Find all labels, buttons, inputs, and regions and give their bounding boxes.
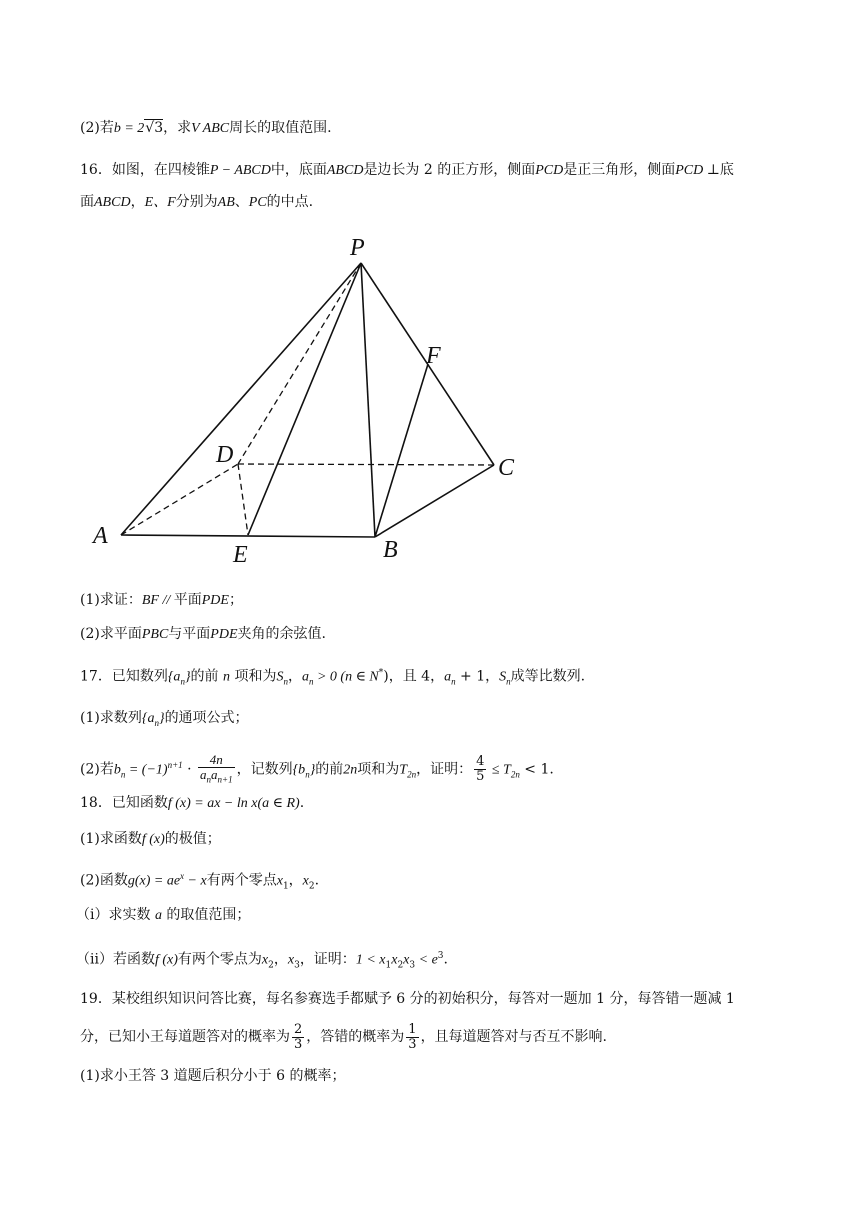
q15-part2: (2)若b = 2√3，求V ABC周长的取值范围. [80, 120, 332, 136]
q18-sub-ii: （ii）若函数f (x)有两个零点为$x_2$，$x_3$，证明：$1 < x_1x_2x_3 < e^3$. [76, 951, 448, 971]
q19-stem-line1: 19．某校组织知识问答比赛，每名参赛选手都赋予 6 分的初始积分，每答对一题加 1 分，每答错一题减 1 [80, 991, 735, 1007]
edge-DE [238, 464, 248, 535]
fraction-4n: $\frac{4n}{a_na_{n+1}}$ [200, 751, 233, 785]
q18-part1: (1)求函数f (x)的极值； [80, 831, 221, 847]
q16-part2: (2)求平面PBC与平面PDE夹角的余弦值. [80, 626, 326, 642]
q16-part1: (1)求证：BF // 平面PDE； [80, 592, 243, 608]
sqrt-sign: √3 [145, 120, 164, 136]
label-A: A [93, 523, 108, 549]
edge-PA [121, 263, 361, 535]
edge-BF [375, 364, 428, 537]
q17-part2: (2)若$b_n = (-1)^{n+1}$ · $\frac{4n}{a_na_{n+1}}$ ，记数列$\{b_n\}$的前2n项和为$T_{2n}$，证明： $\frac{4}{5}$ ≤ $T_{2n} < 1$. [80, 751, 554, 785]
label-P: P [350, 235, 365, 261]
label-B: B [383, 537, 398, 563]
edge-AD [121, 464, 238, 535]
q18-part2: (2)函数$g(x) = ae^x - x$有两个零点$x_1$，$x_2$. [80, 871, 320, 892]
q17-part1: (1)求数列$\{a_n\}$的通项公式； [80, 710, 249, 728]
label-C: C [498, 455, 515, 481]
fraction-1-3: $\frac{1}{3}$ [408, 1021, 417, 1052]
edge-BC [375, 465, 494, 537]
edge-AB [121, 535, 375, 537]
q16-stem-line1: 16．如图，在四棱锥P − ABCD中，底面ABCD是边长为 2 的正方形，侧面PCD是正三角形，侧面PCD ⊥底 [80, 162, 734, 178]
pyramid-figure [0, 0, 868, 600]
fraction-4-5: $\frac{4}{5}$ [476, 754, 485, 785]
edge-PB [361, 263, 375, 537]
fraction-2-3: $\frac{2}{3}$ [294, 1021, 303, 1052]
label-D: D [216, 442, 234, 468]
edge-PE [248, 263, 361, 535]
q16-stem-line2: 面ABCD，E、F分别为AB、PC的中点. [80, 194, 314, 210]
q19-stem-line2: 分，已知小王每道题答对的概率为 $\frac{2}{3}$ ，答错的概率为 $\frac{1}{3}$ ，且每道题答对与否互不影响. [80, 1021, 608, 1052]
q19-part1: (1)求小王答 3 道题后积分小于 6 的概率； [80, 1068, 346, 1084]
q18-stem: 18．已知函数f (x) = ax − ln x(a ∈ R). [80, 795, 305, 811]
label-F: F [426, 343, 441, 369]
q18-sub-i: （i）求实数 a 的取值范围； [76, 907, 251, 923]
label-E: E [233, 542, 248, 568]
q17-stem: 17．已知数列$\{a_n\}$的前 n 项和为$S_n$，$a_n > 0$ (n ∈ N*)，且 4，$a_n + 1$，$S_n$成等比数列. [80, 668, 586, 687]
edge-PD [238, 263, 361, 464]
